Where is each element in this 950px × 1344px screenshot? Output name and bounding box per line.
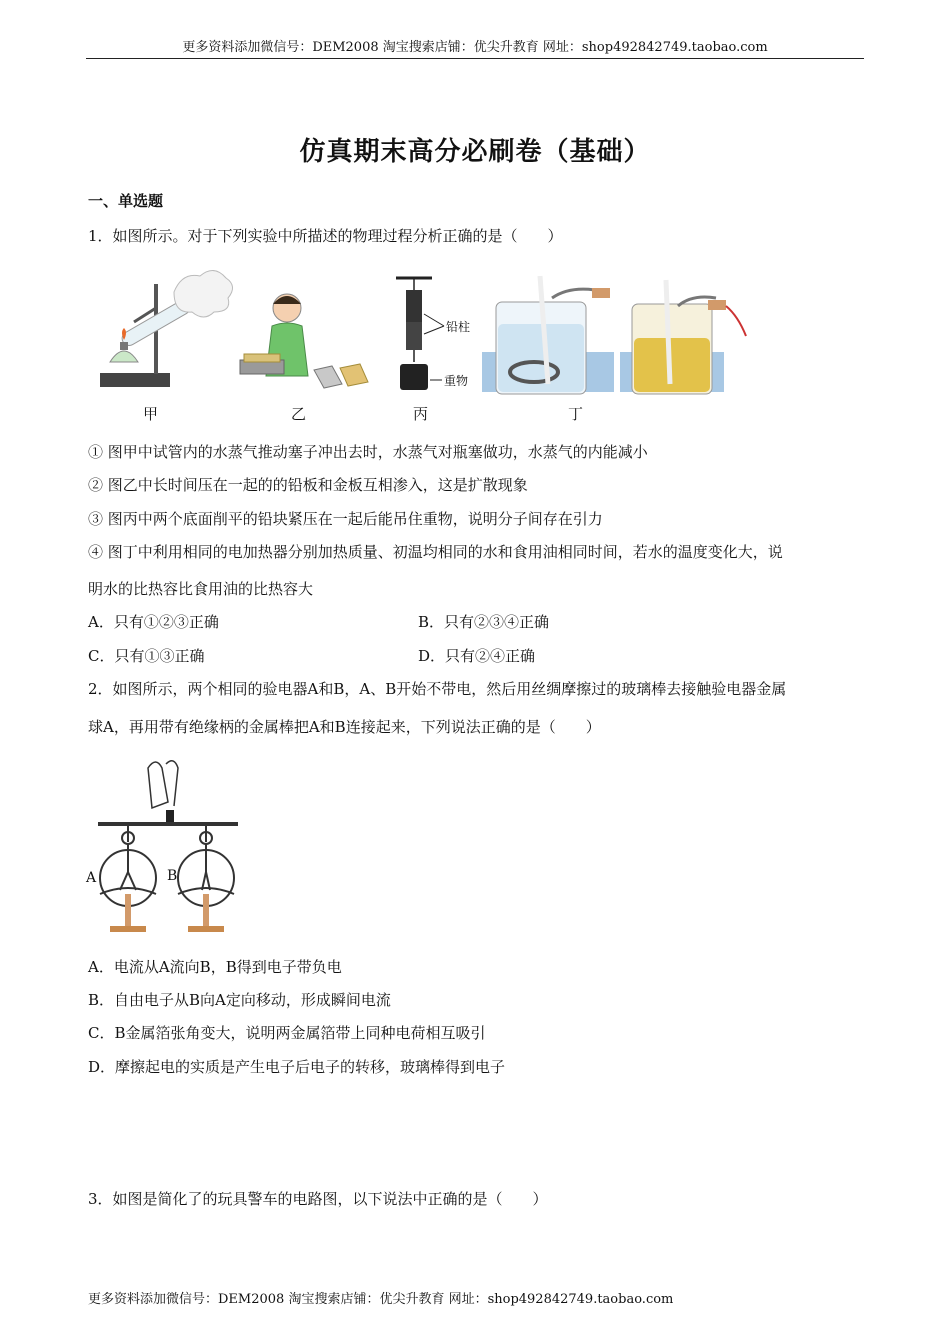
q1-figure-bing: [388, 272, 488, 397]
q1-option-a[interactable]: A．只有①②③正确: [88, 613, 219, 631]
q3-stem: 3．如图是简化了的玩具警车的电路图，以下说法中正确的是（ ）: [88, 1190, 548, 1208]
q1-stem: 1．如图所示。对于下列实验中所描述的物理过程分析正确的是（ ）: [88, 227, 563, 245]
q2-option-d[interactable]: D．摩擦起电的实质是产生电子后电子的转移，玻璃棒得到电子: [88, 1058, 506, 1076]
label-lead: 铅柱: [446, 320, 471, 334]
q2-stem-line-2: 球A，再用带有绝缘柄的金属棒把A和B连接起来，下列说法正确的是（ ）: [88, 718, 601, 736]
q2-option-b[interactable]: B．自由电子从B向A定向移动，形成瞬间电流: [88, 991, 391, 1009]
q1-statement-3: ③ 图丙中两个底面削平的铅块紧压在一起后能吊住重物，说明分子间存在引力: [88, 510, 603, 528]
page-title: 仿真期末高分必刷卷（基础）: [299, 137, 651, 167]
q1-figure-ding: [482, 272, 754, 397]
q1-figure-jia: [96, 270, 236, 395]
label-weight: 重物: [444, 374, 469, 388]
caption-jia: 甲: [143, 405, 159, 423]
caption-ding: 丁: [568, 405, 584, 423]
page-header: 更多资料添加微信号：DEM2008 淘宝搜索店铺：优尖升教育 网址：shop492842749.taobao.com: [86, 38, 864, 59]
q1-option-d[interactable]: D．只有②④正确: [418, 647, 536, 665]
section-heading: 一、单选题: [88, 192, 164, 210]
label-electroscope-a: A: [86, 870, 97, 886]
q1-statement-4-cont: 明水的比热容比食用油的比热容大: [88, 580, 314, 598]
q2-option-a[interactable]: A．电流从A流向B，B得到电子带负电: [88, 958, 342, 976]
q1-option-c[interactable]: C．只有①③正确: [88, 647, 205, 665]
q2-stem-line-1: 2．如图所示，两个相同的验电器A和B，A、B开始不带电，然后用丝绸摩擦过的玻璃棒去接触验电器金属: [88, 680, 787, 698]
caption-yi: 乙: [291, 405, 307, 423]
page-footer: 更多资料添加微信号：DEM2008 淘宝搜索店铺：优尖升教育 网址：shop492842749.taobao.com: [88, 1292, 674, 1307]
q1-figure-yi: [232, 288, 372, 393]
q2-option-c[interactable]: C．B金属箔张角变大，说明两金属箔带上同种电荷相互吸引: [88, 1024, 486, 1042]
q1-statement-4: ④ 图丁中利用相同的电加热器分别加热质量、初温均相同的水和食用油相同时间，若水的温度变化大，说: [88, 543, 783, 561]
q1-statement-1: ① 图甲中试管内的水蒸气推动塞子冲出去时，水蒸气对瓶塞做功，水蒸气的内能减小: [88, 443, 648, 461]
caption-bing: 丙: [413, 405, 429, 423]
q1-statement-2: ② 图乙中长时间压在一起的的铅板和金板互相渗入，这是扩散现象: [88, 476, 528, 494]
q1-option-b[interactable]: B．只有②③④正确: [418, 613, 550, 631]
q2-figure-electroscopes: [86, 752, 246, 942]
label-electroscope-b: B: [167, 868, 178, 884]
